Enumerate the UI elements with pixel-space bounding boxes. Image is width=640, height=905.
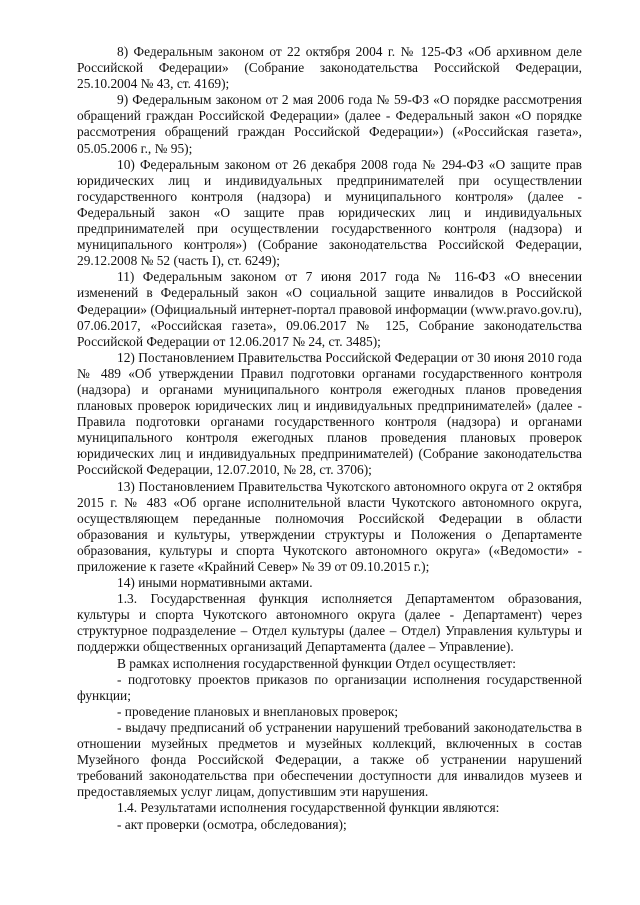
paragraph-section-1-4: 1.4. Результатами исполнения государственной функции являются:	[117, 800, 500, 816]
paragraph-item-14: 14) иными нормативными актами.	[117, 575, 313, 591]
paragraph-item-12: 12) Постановлением Правительства Российской Федерации от 30 июня 2010 года № 489 «Об утверждении Правил подготовки органами государственного контроля (надзора) и органами муниципального контроля ежегодных планов проведения плановых проверок юридических лиц и индивидуальных предпринимателей» (далее - Правила подготовки органами государственного контроля (надзора) и органами муниципального контроля ежегодных планов проведения плановых проверок юридических лиц и индивидуальных предпринимателей) (Собрание законодательства Российской Федерации, 12.07.2010, № 28, ст. 3706);	[77, 349, 582, 478]
list-item-inspections: - проведение плановых и внеплановых проверок;	[117, 703, 399, 719]
list-item-issue-orders: - выдачу предписаний об устранении нарушений требований законодательства в отношении музейных предметов и музейных коллекций, включенных в состав Музейного фонда Российской Федерации, а также об устранении нарушений требований законодательства при обеспечении доступности для инвалидов музеев и предоставляемых услуг лицам, допустившим эти нарушения.	[77, 719, 582, 800]
paragraph-item-10: 10) Федеральным законом от 26 декабря 2008 года № 294-ФЗ «О защите прав юридических лиц и индивидуальных предпринимателей при осуществлении государственного контроля (надзора) и муниципального контроля» (далее - Федеральный закон «О защите прав юридических лиц и индивидуальных предпринимателей при осуществлении государственного контроля (надзора) и муниципального контроля») (Собрание законодательства Российской Федерации, 29.12.2008 № 52 (часть I), ст. 6249);	[77, 156, 582, 269]
paragraph-section-1-3: 1.3. Государственная функция исполняется Департаментом образования, культуры и спорта Чукотского автономного округа (далее - Департамент) через структурное подразделение – Отдел культуры (далее – Отдел) Управления культуры и поддержки общественных организаций Департамента (далее – Управление).	[77, 591, 582, 655]
paragraph-item-11: 11) Федеральным законом от 7 июня 2017 года № 116-ФЗ «О внесении изменений в Федеральный закон «О социальной защите инвалидов в Российской Федерации» (Официальный интернет-портал правовой информации (www.pravo.gov.ru), 07.06.2017, «Российская газета», 09.06.2017 № 125, Собрание законодательства Российской Федерации от 12.06.2017 № 24, ст. 3485);	[77, 269, 582, 349]
paragraph-item-8: 8) Федеральным законом от 22 октября 2004 г. № 125-ФЗ «Об архивном деле Российской Федерации» (Собрание законодательства Российской Федерации, 25.10.2004 № 43, ст. 4169);	[77, 44, 582, 92]
list-item-inspection-act: - акт проверки (осмотра, обследования);	[117, 816, 347, 832]
paragraph-item-13: 13) Постановлением Правительства Чукотского автономного округа от 2 октября 2015 г. № 483 «Об органе исполнительной власти Чукотского автономного округа, осуществляющем переданные полномочия Российской Федерации в области образования и культуры, утверждении структуры и Положения о Департаменте образования, культуры и спорта Чукотского автономного округа» («Ведомости» - приложение к газете «Крайний Север» № 39 от 09.10.2015 г.);	[77, 478, 582, 574]
list-item-prepare-orders: - подготовку проектов приказов по организации исполнения государственной функции;	[77, 671, 582, 703]
paragraph-department-duties: В рамках исполнения государственной функции Отдел осуществляет:	[117, 655, 516, 671]
paragraph-item-9: 9) Федеральным законом от 2 мая 2006 года № 59-ФЗ «О порядке рассмотрения обращений граждан Российской Федерации» (далее - Федеральный закон «О порядке рассмотрения обращений граждан Российской Федерации») («Российская газета», 05.05.2006 г., № 95);	[77, 92, 582, 156]
